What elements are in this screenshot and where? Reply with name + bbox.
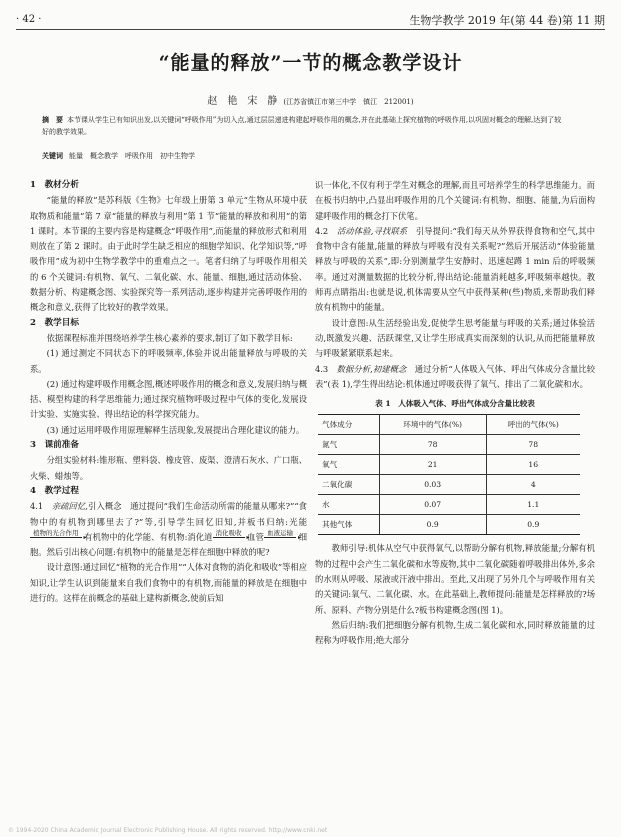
header-rule	[16, 29, 605, 30]
subsection-number: 4.2	[315, 225, 337, 236]
abstract-label: 摘 要	[42, 115, 63, 124]
author-names: 赵 艳 宋 静	[207, 96, 278, 107]
subsection-number: 4.3	[315, 363, 337, 374]
paragraph: (1) 通过测定不同状态下的呼吸频率,体验并说出能量释放与呼吸的关系。	[30, 348, 307, 374]
table-cell: 0.9	[486, 515, 580, 535]
keyword: 概念教学	[90, 152, 118, 160]
paragraph: (2) 通过构建呼吸作用概念图,概述呼吸作用的概念和意义,发展归纳与概括、模型构建的科学思维能力;通过探究植物呼吸过程中气体的变化,发展设计实验、实施实验、得出结论的科学探究能力。	[30, 378, 307, 420]
author-line	[0, 92, 621, 107]
section-heading: 1 教材分析	[30, 180, 79, 190]
table-cell: 其他气体	[318, 515, 379, 535]
table-header-cell: 呼出的气体(%)	[486, 415, 580, 435]
table-cell: 氧气	[318, 455, 379, 475]
copyright-footer: © 1994-2020 China Academic Journal Electronic Publishing House. All rights reserved. http://www.cnki.net	[8, 827, 328, 834]
table-cell: 二氧化碳	[318, 475, 379, 495]
table-title: 表 1 人体吸入气体、呼出气体成分含量比较表	[375, 399, 535, 409]
paragraph: 教师引导:机体从空气中获得氧气,以帮助分解有机物,释放能量;分解有机物的过程中会产生二氧化碳和水等废物,其中二氧化碳随着呼吸排出体外,多余的水则从呼吸、尿液或汗液中排出。至此,又出现了另外几个与呼吸作用有关的关键词:氧气、二氧化碳、水。在此基础上,教师提问:能量是怎样释放的?场所、原料、产物分别是什么?板书构建概念图(图 1)。	[315, 543, 595, 615]
paragraph	[30, 499, 307, 560]
table-cell: 21	[379, 455, 486, 475]
subsection-heading: 亲疏回忆,	[51, 501, 88, 512]
table-row	[318, 455, 580, 475]
arrow-label: 消化吸收 ▸	[213, 529, 245, 538]
section-heading: 2 教学目标	[30, 317, 79, 328]
table-cell: 78	[486, 435, 580, 455]
journal-name: 生物学教学 2019 年(第 44 卷)第 11 期	[409, 14, 605, 27]
keywords	[42, 151, 202, 161]
abstract-text: 本节课从学生已有知识出发,以关键词“呼吸作用”为切入点,通过层层递进构建起呼吸作用的概念,并在此基础上探究植物的呼吸作用,以巩固对概念的理解,达到了较好的教学效果。	[42, 116, 562, 136]
paragraph-text: 血管	[247, 531, 264, 542]
paragraph: (3) 通过运用呼吸作用原理解释生活现象,发展提出合理化建议的能力。	[46, 424, 305, 435]
table-row	[318, 435, 580, 455]
subsection-heading: 活动体验,寻找联系	[336, 225, 408, 236]
paragraph: “能量的释放”是苏科版《生物》七年级上册第 3 单元“生物从环境中获取物质和能量”第 7 章“能量的释放与利用”第 1 节“能量的释放和利用”的第 1 课时。本节课的主要内容是构建概念“呼吸作用”,而能量的释放形式和利用则放在了第 2 课时。由于此时学生缺乏相应的细胞学知识、化学知识等,“呼吸作用”成为初中生物学教学中的重难点之一。笔者归纳了与呼吸作用相关的 6 个关键词:有机物、氧气、二氧化碳、水、能量、细胞,通过活动体验、数据分析、构建概念图、实验探究等一系列活动,逐步构建并完善呼吸作用的概念和意义,获得了比较好的教学效果。	[30, 195, 307, 313]
paragraph-text: 引入概念 通过提问“我们生命活动所需的能量从哪来?”“食物中的有机物到哪里去了?”等,引导学生回忆旧知,并板书归纳:光能	[30, 501, 307, 527]
subsection-heading: 数据分析,初建概念	[336, 363, 407, 374]
paragraph: 然后归纳:我们把细胞分解有机物,生成二氧化碳和水,同时释放能量的过程称为呼吸作用;绝大部分	[315, 619, 595, 646]
section-heading: 4 教学过程	[30, 485, 79, 496]
table-cell: 0.9	[379, 515, 486, 535]
paragraph-text: 引导提问:“我们每天从外界获得食物和空气,其中食物中含有能量,能量的释放与呼吸有没有关系呢?”然后开展活动“体验能量释放与呼吸的关系”,即:分别测量学生安静时、迅速起蹲 1 min 后的呼吸频率。通过对测量数据的比较分析,得出结论:能量消耗越多,呼吸频率越快。教师再点睛指出:也就是说,机体需要从空气中获得某种(些)物质,来帮助我们释放有机物中的能量。	[315, 225, 595, 313]
arrow-label: 血液运输 ▸	[264, 529, 296, 538]
table-row	[318, 515, 580, 535]
paragraph: 识一体化,不仅有利于学生对概念的理解,而且可培养学生的科学思维能力。而在板书归纳中,凸显出呼吸作用的几个关键词:有机物、细胞、能量,为后面构建呼吸作用的概念打下伏笔。	[315, 180, 595, 221]
table-cell: 0.03	[379, 475, 486, 495]
paragraph-text: 有机物中的化学能、有机物:消化道	[84, 531, 213, 542]
table-cell: 0.07	[379, 495, 486, 515]
arrow-label: 植物的光合作用 ▸	[30, 529, 82, 538]
keyword: 能量	[69, 152, 83, 160]
table-header-row	[318, 415, 580, 435]
table-cell: 16	[486, 455, 580, 475]
subsection-number: 4.1	[30, 501, 52, 512]
paragraph: 设计意图:通过回忆“植物的光合作用”“人体对食物的消化和吸收”等相应知识,让学生认识到能量来自我们食物中的有机物,而能量的释放是在细胞中进行的。这样在前概念的基础上建构新概念,使前后知	[30, 562, 307, 604]
table-cell: 78	[379, 435, 486, 455]
paragraph	[315, 362, 595, 393]
keyword: 呼吸作用	[125, 152, 153, 160]
keywords-label: 关键词	[42, 151, 63, 160]
table-header-cell: 气体成分	[318, 415, 379, 435]
paragraph-text: 细胞。然后引出核心问题:有机物中的能量是怎样在细胞中释放的呢?	[30, 531, 308, 558]
paragraph: 依据课程标准并围绕培养学生核心素养的要求,制订了如下教学目标:	[46, 332, 293, 343]
table-cell: 氮气	[318, 435, 379, 455]
table-cell: 4	[486, 475, 580, 495]
left-column	[30, 178, 307, 606]
paragraph	[315, 224, 595, 316]
author-affiliation: (江苏省镇江市第三中学 镇江 212001)	[283, 98, 414, 106]
table-row	[318, 495, 580, 515]
section-heading: 3 课前准备	[30, 440, 79, 451]
abstract	[42, 114, 567, 138]
page-number: · 42 ·	[16, 14, 42, 25]
keyword: 初中生物学	[160, 152, 195, 160]
right-column	[315, 178, 595, 649]
table-cell: 水	[318, 495, 379, 515]
paragraph: 设计意图:从生活经验出发,促使学生思考能量与呼吸的关系;通过体验活动,既激发兴趣、活跃课堂,又让学生形成真实而深刻的认识,从而把能量释放与呼吸紧紧联系起来。	[315, 317, 595, 359]
table-header-cell: 环境中的气体(%)	[379, 415, 486, 435]
paragraph: 分组实验材料:锥形瓶、塑料袋、橡皮管、废渠、澄清石灰水、广口瓶、火柴、蜡烛等。	[30, 455, 307, 481]
article-title: “能量的释放”一节的概念教学设计	[158, 52, 463, 74]
paragraph-text: 通过分析“人体吸入气体、呼出气体成分含量比较表”(表 1),学生得出结论:机体通过呼吸获得了氧气、排出了二氧化碳和水。	[315, 363, 595, 389]
table-cell: 1.1	[486, 495, 580, 515]
gas-composition-table	[318, 414, 580, 535]
table-row	[318, 475, 580, 495]
running-header	[16, 10, 605, 30]
